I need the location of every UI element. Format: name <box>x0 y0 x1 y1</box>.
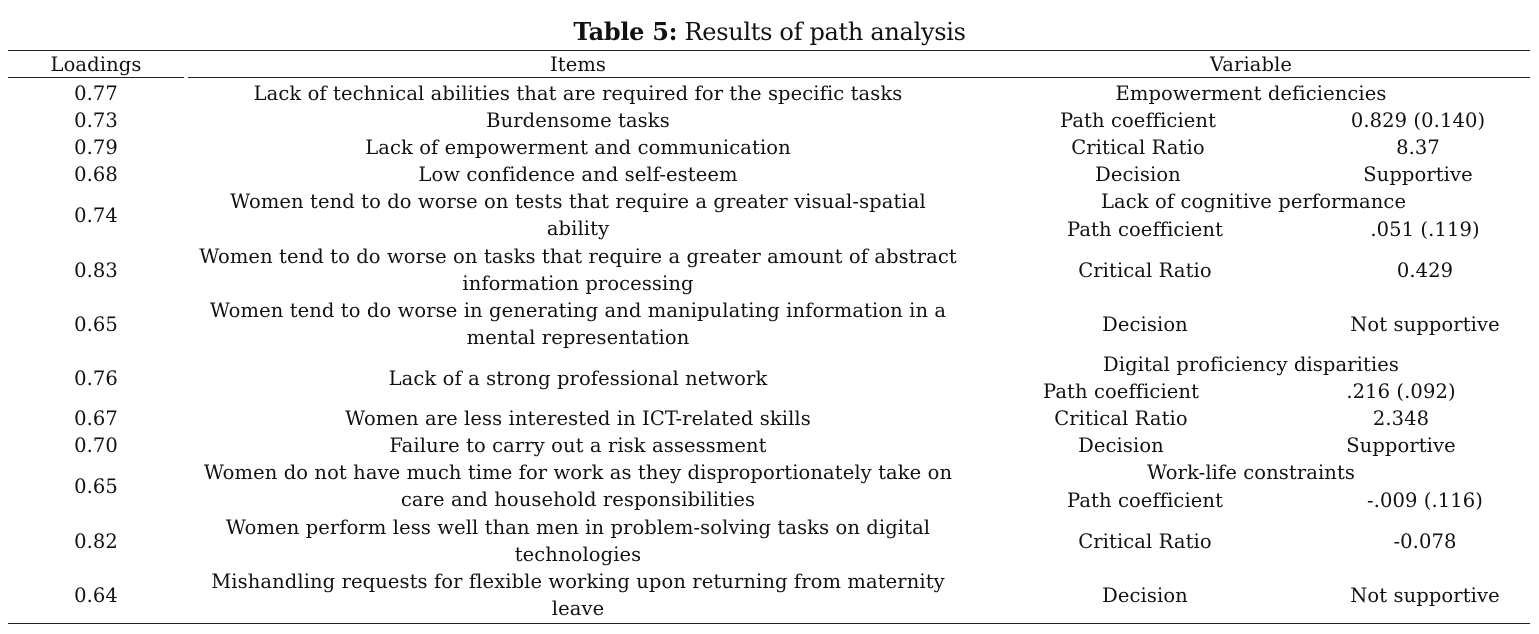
item-text: information processing <box>462 272 694 295</box>
decision-label: Decision <box>1095 163 1181 186</box>
item-text: Women do not have much time for work as they disproportionately take on <box>203 461 953 484</box>
decision-label: Decision <box>1102 313 1188 336</box>
variable-name: Empowerment deficiencies <box>1115 82 1387 105</box>
item-text: Mishandling requests for flexible working upon returning from maternity <box>211 570 945 593</box>
item-text: Women perform less well than men in problem-solving tasks on digital <box>225 516 931 539</box>
header-loadings: Loadings <box>50 53 142 76</box>
loading-value: 0.83 <box>74 258 118 282</box>
path-coefficient-value: 0.829 (0.140) <box>1350 109 1486 132</box>
path-coefficient-label: Path coefficient <box>1066 218 1224 241</box>
loading-value: 0.64 <box>74 583 118 607</box>
loading-value: 0.74 <box>74 203 118 227</box>
table-caption-label: Table 5: <box>573 17 678 46</box>
loading-value: 0.82 <box>74 529 118 553</box>
loading-value: 0.65 <box>74 312 118 336</box>
loading-value: 0.68 <box>74 163 118 186</box>
item-text: technologies <box>514 543 642 566</box>
decision-label: Decision <box>1078 434 1164 457</box>
decision-label: Decision <box>1102 584 1188 607</box>
path-coefficient-value: .051 (.119) <box>1370 218 1480 241</box>
loading-value: 0.70 <box>74 434 118 457</box>
decision-value: Not supportive <box>1350 313 1500 336</box>
path-coefficient-label: Path coefficient <box>1042 380 1200 403</box>
critical-ratio-value: 2.348 <box>1372 407 1430 430</box>
item-text: Women tend to do worse in generating and manipulating information in a <box>209 299 947 322</box>
path-coefficient-label: Path coefficient <box>1059 109 1217 132</box>
critical-ratio-value: 0.429 <box>1396 259 1454 282</box>
decision-value: Supportive <box>1363 163 1473 186</box>
path-coefficient-value: .216 (.092) <box>1346 380 1456 403</box>
decision-value: Supportive <box>1346 434 1456 457</box>
loading-value: 0.67 <box>74 407 118 430</box>
item-text: Burdensome tasks <box>486 109 670 132</box>
item-text: Lack of a strong professional network <box>388 366 768 390</box>
critical-ratio-label: Critical Ratio <box>1078 530 1212 553</box>
item-text: mental representation <box>466 326 690 349</box>
item-text: care and household responsibilities <box>400 488 756 511</box>
item-text: leave <box>551 597 605 620</box>
critical-ratio-value: -0.078 <box>1393 530 1457 553</box>
item-text: Lack of technical abilities that are required for the specific tasks <box>253 82 903 105</box>
loading-value: 0.79 <box>74 136 118 159</box>
critical-ratio-value: 8.37 <box>1396 136 1440 159</box>
loading-value: 0.77 <box>74 82 118 105</box>
item-text: Low confidence and self-esteem <box>418 163 738 186</box>
item-text: ability <box>546 217 610 240</box>
loading-value: 0.65 <box>74 474 118 498</box>
item-text: Lack of empowerment and communication <box>365 136 791 159</box>
variable-name: Work-life constraints <box>1146 461 1356 484</box>
table-bottom-rule <box>8 623 1530 624</box>
critical-ratio-label: Critical Ratio <box>1078 259 1212 282</box>
variable-name: Lack of cognitive performance <box>1101 190 1407 213</box>
path-coefficient-label: Path coefficient <box>1066 489 1224 512</box>
item-text: Women tend to do worse on tests that require a greater visual-spatial <box>230 190 926 213</box>
path-coefficient-value: -.009 (.116) <box>1366 489 1484 512</box>
item-text: Women tend to do worse on tasks that require a greater amount of abstract <box>199 245 957 268</box>
item-text: Women are less interested in ICT-related skills <box>345 407 811 430</box>
critical-ratio-label: Critical Ratio <box>1071 136 1205 159</box>
loading-value: 0.73 <box>74 109 118 132</box>
variable-name: Digital proficiency disparities <box>1103 353 1399 376</box>
loading-value: 0.76 <box>74 366 118 390</box>
header-items: Items <box>549 53 607 76</box>
table-caption <box>0 16 1539 48</box>
table-caption-text: Results of path analysis <box>684 18 966 46</box>
critical-ratio-label: Critical Ratio <box>1054 407 1188 430</box>
decision-value: Not supportive <box>1350 584 1500 607</box>
item-text: Failure to carry out a risk assessment <box>389 434 767 457</box>
header-variable: Variable <box>1209 53 1293 76</box>
